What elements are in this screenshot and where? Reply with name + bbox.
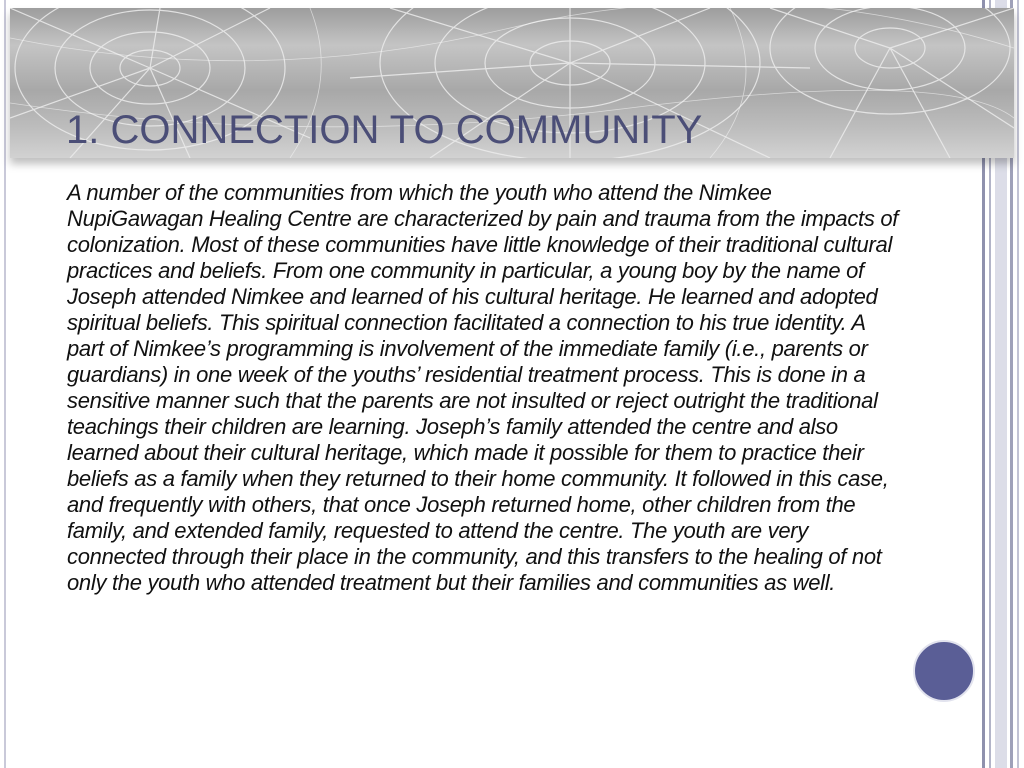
decorative-circle [913, 640, 975, 702]
slide-title: 1. CONNECTION TO COMMUNITY [66, 108, 703, 152]
right-stripe [1017, 0, 1019, 768]
left-border-line [4, 0, 6, 768]
slide-body-text: A number of the communities from which the youth who attend the Nimkee NupiGawagan Healing Centre are characterized by pain and trauma from the impacts of colonization. Most of these communities have little knowledge of their traditional cultural practices and beliefs. From one community in particular, a young boy by the name of Joseph attended Nimkee and learned of his cultural heritage. He learned and adopted spiritual beliefs. This spiritual connection facilitated a connection to his true identity. A part of Nimkee’s programming is involvement of the immediate family (i.e., parents or guardians) in one week of the youths’ residential treatment process. This is done in a sensitive manner such that the parents are not insulted or reject outright the traditional teachings their children are learning. Joseph’s family attended the centre and also learned about their cultural heritage, which made it possible for them to practice their beliefs as a family when they returned to their home community. It followed in this case, and frequently with others, that once Joseph returned home, other children from the family, and extended family, requested to attend the centre. The youth are very connected through their place in the community, and this transfers to the healing of not only the youth who attended treatment but their families and communities as well. [67, 180, 899, 595]
